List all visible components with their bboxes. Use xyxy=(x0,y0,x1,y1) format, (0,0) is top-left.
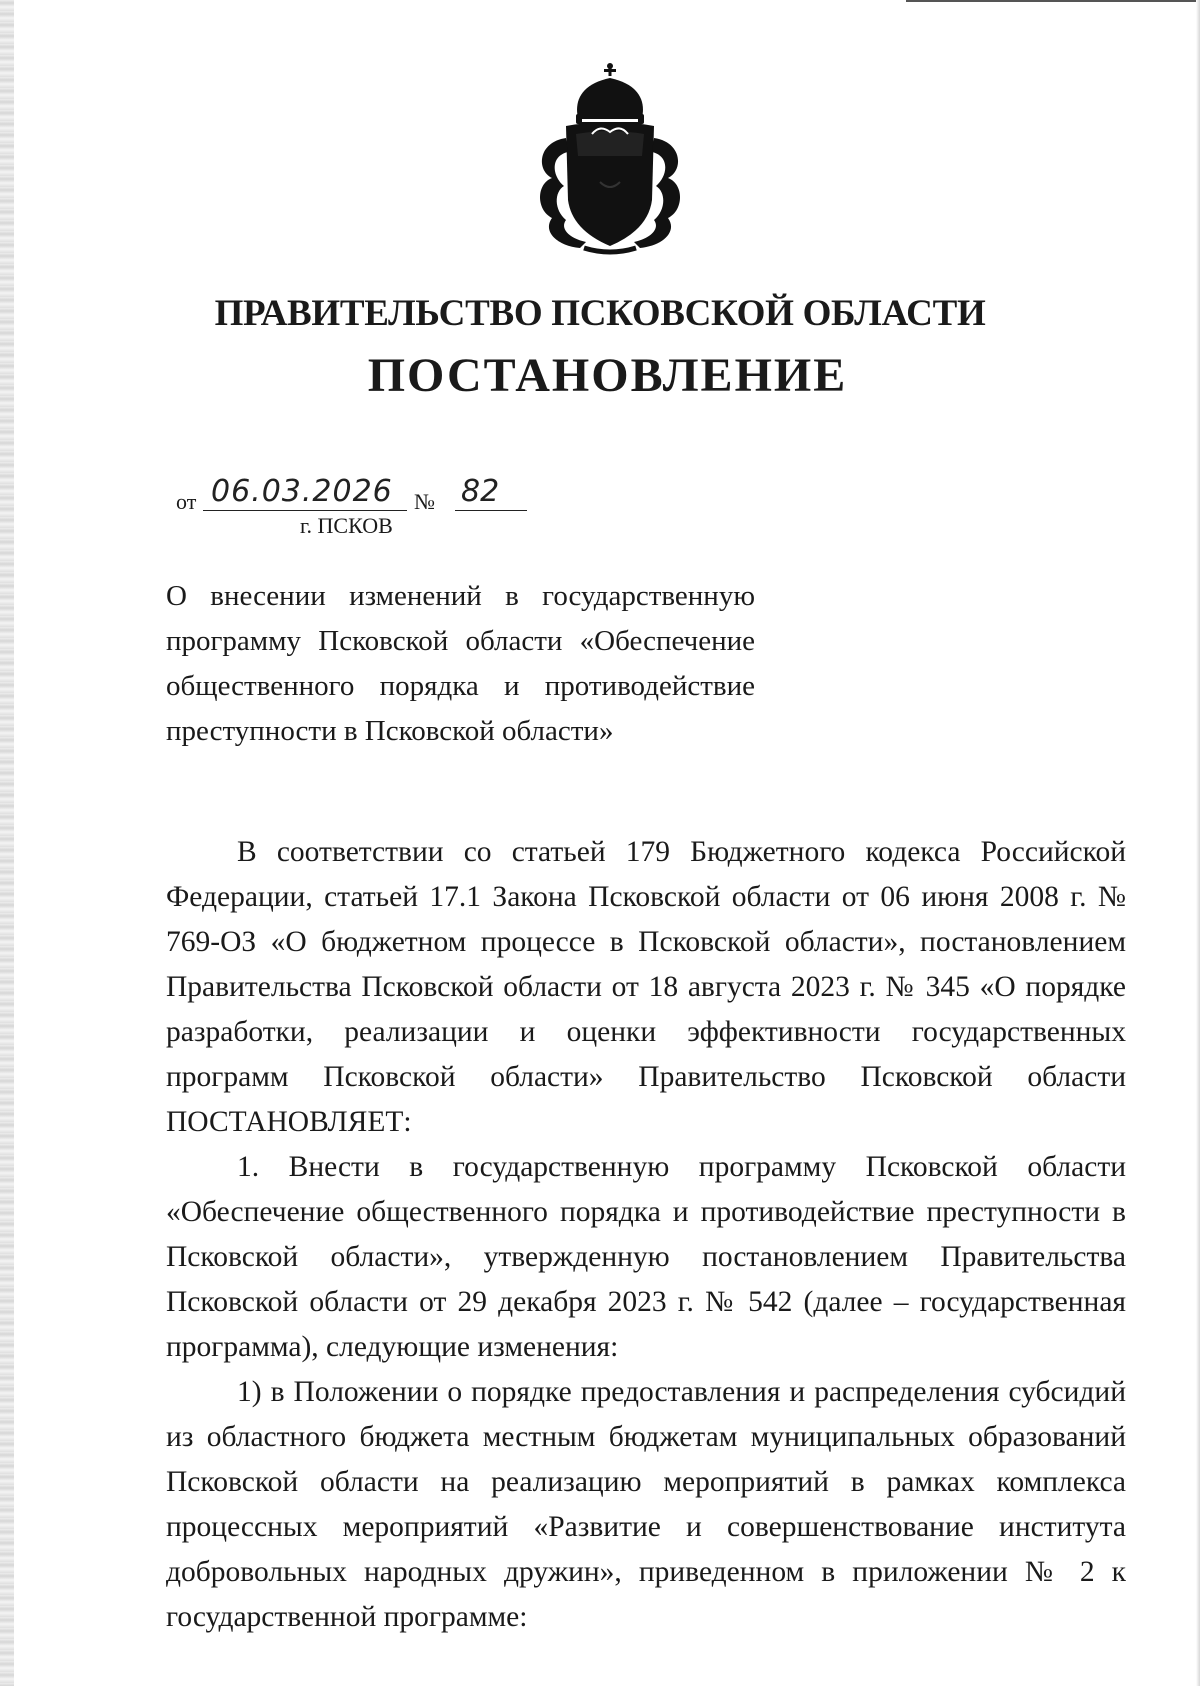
handwritten-date: 06.03.2026 xyxy=(211,474,393,509)
city-label: г. ПСКОВ xyxy=(300,513,393,538)
number-field xyxy=(455,474,527,511)
date-field xyxy=(203,474,407,511)
document-body xyxy=(166,830,1126,1640)
body-paragraph-item-1: 1. Внести в государственную программу Псковской области «Обеспечение общественного порядка и противодействие преступности в Псковской области», утвержденную постановлением Правительства Псковской области от 29 декабря 2023 г. № 542 (далее – государственная программа), следующие изменения: xyxy=(166,1151,1126,1363)
document-type-title: ПОСТАНОВЛЕНИЕ xyxy=(367,349,848,402)
coat-of-arms-emblem xyxy=(530,60,690,260)
handwritten-number: 82 xyxy=(461,474,500,509)
organization-name: ПРАВИТЕЛЬСТВО ПСКОВСКОЙ ОБЛАСТИ xyxy=(214,293,986,334)
scan-edge-left xyxy=(0,0,14,1686)
body-paragraph-subitem-1: 1) в Положении о порядке предоставления и распределения субсидий из областного бюджета местным бюджетам муниципальных образований Псковской области на реализацию мероприятий в рамках комплекса процессных мероприятий «Развитие и совершенствование института добровольных народных дружин», приведенном в приложении № 2 к государственной программе: xyxy=(166,1376,1126,1633)
scan-edge-right xyxy=(1196,0,1200,1686)
scan-top-line xyxy=(906,0,1196,2)
number-sign-label: № xyxy=(414,489,435,514)
date-prefix-label: от xyxy=(176,489,197,514)
document-subject: О внесении изменений в государственную программу Псковской области «Обеспечение общественного порядка и противодействие преступности в Псковской области» xyxy=(166,580,755,747)
body-paragraph-preamble: В соответствии со статьей 179 Бюджетного кодекса Российской Федерации, статьей 17.1 Закона Псковской области от 06 июня 2008 г. № 769-ОЗ «О бюджетном процессе в Псковской области», постановлением Правительства Псковской области от 18 августа 2023 г. № 345 «О порядке разработки, реализации и оценки эффективности государственных программ Псковской области» Правительство Псковской области ПОСТАНОВЛЯЕТ: xyxy=(166,836,1126,1138)
